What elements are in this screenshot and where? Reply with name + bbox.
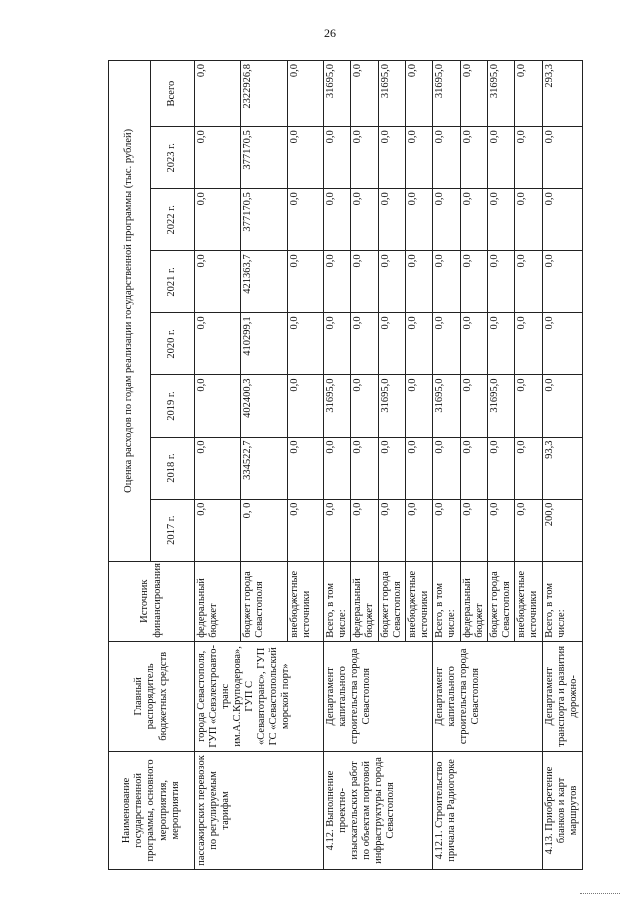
value-cell: 0,0 [487, 251, 514, 313]
value-cell: 0,0 [542, 251, 582, 313]
value-cell: 0,0 [542, 313, 582, 375]
value-cell: 0,0 [351, 61, 378, 127]
source-cell: бюджет города Севастополя [241, 561, 287, 641]
header-estimate: Оценка расходов по годам реализации государственной программы (тыс. рублей) [109, 61, 151, 562]
table-row [195, 61, 241, 870]
budget-table [108, 60, 583, 870]
group-name: 4.13. Приобретение бланков и карт маршрутов [542, 751, 582, 869]
value-cell: 0,0 [351, 437, 378, 499]
value-cell: 334522,7 [241, 437, 287, 499]
group-admin: Департамент капитального строительства города Севастополя [433, 641, 542, 751]
value-cell: 0,0 [542, 127, 582, 189]
value-cell: 0,0 [433, 499, 460, 561]
value-cell: 0,0 [351, 375, 378, 437]
header-name: Наименование государственной программы, основного мероприятия, мероприятия [109, 751, 195, 869]
source-cell: внебюджетные источники [515, 561, 542, 641]
value-cell: 0,0 [460, 437, 487, 499]
table-row [433, 61, 460, 870]
value-cell: 0,0 [378, 499, 405, 561]
value-cell: 0,0 [323, 437, 350, 499]
table-row [323, 61, 350, 870]
page-number: 26 [324, 26, 336, 40]
value-cell: 0,0 [515, 499, 542, 561]
value-cell: 377170,5 [241, 189, 287, 251]
value-cell: 0,0 [378, 127, 405, 189]
value-cell: 0,0 [487, 499, 514, 561]
value-cell: 0,0 [515, 127, 542, 189]
value-cell: 0,0 [195, 61, 241, 127]
rotated-table-container [108, 60, 583, 870]
value-cell: 0,0 [460, 189, 487, 251]
value-cell: 0,0 [323, 251, 350, 313]
scan-edge-mark [580, 893, 620, 898]
value-cell: 31695,0 [487, 375, 514, 437]
value-cell: 0,0 [405, 189, 432, 251]
value-cell: 0,0 [515, 375, 542, 437]
value-cell: 0,0 [378, 313, 405, 375]
source-cell: внебюджетные источники [405, 561, 432, 641]
value-cell: 0,0 [460, 375, 487, 437]
value-cell: 0,0 [195, 437, 241, 499]
value-cell: 402400,3 [241, 375, 287, 437]
value-cell: 0,0 [487, 127, 514, 189]
value-cell: 31695,0 [323, 61, 350, 127]
source-cell: Всего, в том числе: [542, 561, 582, 641]
source-cell: федеральный бюджет [460, 561, 487, 641]
value-cell: 0,0 [405, 437, 432, 499]
value-cell: 0,0 [351, 127, 378, 189]
value-cell: 0,0 [487, 313, 514, 375]
value-cell: 0,0 [433, 189, 460, 251]
value-cell: 0,0 [195, 375, 241, 437]
value-cell: 0,0 [405, 127, 432, 189]
value-cell: 31695,0 [433, 61, 460, 127]
value-cell: 0,0 [405, 61, 432, 127]
value-cell: 0,0 [287, 61, 323, 127]
value-cell: 0,0 [287, 127, 323, 189]
table-row [542, 61, 582, 870]
value-cell: 0,0 [195, 127, 241, 189]
value-cell: 410299,1 [241, 313, 287, 375]
value-cell: 0,0 [433, 437, 460, 499]
value-cell: 0,0 [460, 61, 487, 127]
value-cell: 0,0 [433, 313, 460, 375]
value-cell: 0,0 [287, 499, 323, 561]
group-name: 4.12.1. Строительство причала на Радиогорке [433, 751, 542, 869]
value-cell: 0,0 [460, 251, 487, 313]
value-cell: 0,0 [195, 189, 241, 251]
value-cell: 31695,0 [433, 375, 460, 437]
value-cell: 0,0 [542, 375, 582, 437]
value-cell: 2322926,8 [241, 61, 287, 127]
header-admin: Главный распорядитель бюджетных средств [109, 641, 195, 751]
group-admin: города Севастополя, ГУП «Севэлектроавто-транс им.А.С.Круподерова», ГУП С «Севавтотранс», ГУП ГС «Севастопольский морской порт» [195, 641, 324, 751]
group-admin: Департамент транспорта и развития дорожно- [542, 641, 582, 751]
header-total: Всего [151, 61, 195, 127]
value-cell: 0,0 [351, 189, 378, 251]
value-cell: 0,0 [287, 437, 323, 499]
value-cell: 0,0 [515, 61, 542, 127]
group-name: 4.12. Выполнение проектно-изыскательских работ по объектам портовой инфраструктуры города Севастополя [323, 751, 432, 869]
value-cell: 0,0 [323, 313, 350, 375]
header-year-2022: 2022 г. [151, 189, 195, 251]
value-cell: 0,0 [515, 251, 542, 313]
value-cell: 0,0 [460, 499, 487, 561]
value-cell: 200,0 [542, 499, 582, 561]
value-cell: 0,0 [287, 313, 323, 375]
value-cell: 31695,0 [487, 61, 514, 127]
source-cell: внебюджетные источники [287, 561, 323, 641]
header-year-2019: 2019 г. [151, 375, 195, 437]
source-cell: федеральный бюджет [351, 561, 378, 641]
value-cell: 0,0 [287, 375, 323, 437]
source-cell: бюджет города Севастополя [378, 561, 405, 641]
value-cell: 0,0 [460, 313, 487, 375]
value-cell: 0,0 [195, 313, 241, 375]
value-cell: 31695,0 [378, 375, 405, 437]
value-cell: 421363,7 [241, 251, 287, 313]
value-cell: 0,0 [351, 499, 378, 561]
value-cell: 0,0 [195, 499, 241, 561]
group-name: пассажирских перевозок по регулируемым тарифам [195, 751, 324, 869]
value-cell: 0,0 [323, 499, 350, 561]
header-year-2020: 2020 г. [151, 313, 195, 375]
value-cell: 0,0 [287, 189, 323, 251]
value-cell: 293,3 [542, 61, 582, 127]
value-cell: 0,0 [515, 313, 542, 375]
value-cell: 0,0 [515, 437, 542, 499]
value-cell: 0,0 [351, 313, 378, 375]
value-cell: 0,0 [378, 189, 405, 251]
value-cell: 0,0 [542, 189, 582, 251]
group-admin: Департамент капитального строительства города Севастополя [323, 641, 432, 751]
header-year-2023: 2023 г. [151, 127, 195, 189]
value-cell: 0,0 [405, 499, 432, 561]
value-cell: 0,0 [378, 251, 405, 313]
value-cell: 0,0 [515, 189, 542, 251]
value-cell: 0,0 [487, 437, 514, 499]
table-body [195, 61, 583, 870]
source-cell: бюджет города Севастополя [487, 561, 514, 641]
value-cell: 0,0 [405, 313, 432, 375]
source-cell: Всего, в том числе: [433, 561, 460, 641]
header-year-2018: 2018 г. [151, 437, 195, 499]
header-source: Источник финансирования [109, 561, 195, 641]
value-cell: 31695,0 [323, 375, 350, 437]
value-cell: 0,0 [287, 251, 323, 313]
value-cell: 31695,0 [378, 61, 405, 127]
value-cell: 0,0 [351, 251, 378, 313]
value-cell: 0,0 [433, 251, 460, 313]
source-cell: Всего, в том числе: [323, 561, 350, 641]
value-cell: 0,0 [487, 189, 514, 251]
value-cell: 0,0 [195, 251, 241, 313]
value-cell: 0,0 [323, 127, 350, 189]
value-cell: 0,0 [460, 127, 487, 189]
value-cell: 0,0 [433, 127, 460, 189]
value-cell: 93,3 [542, 437, 582, 499]
source-cell: федеральный бюджет [195, 561, 241, 641]
value-cell: 0,0 [405, 375, 432, 437]
value-cell: 377170,5 [241, 127, 287, 189]
value-cell: 0, 0 [241, 499, 287, 561]
value-cell: 0,0 [405, 251, 432, 313]
value-cell: 0,0 [378, 437, 405, 499]
value-cell: 0,0 [323, 189, 350, 251]
header-year-2017: 2017 г. [151, 499, 195, 561]
header-year-2021: 2021 г. [151, 251, 195, 313]
